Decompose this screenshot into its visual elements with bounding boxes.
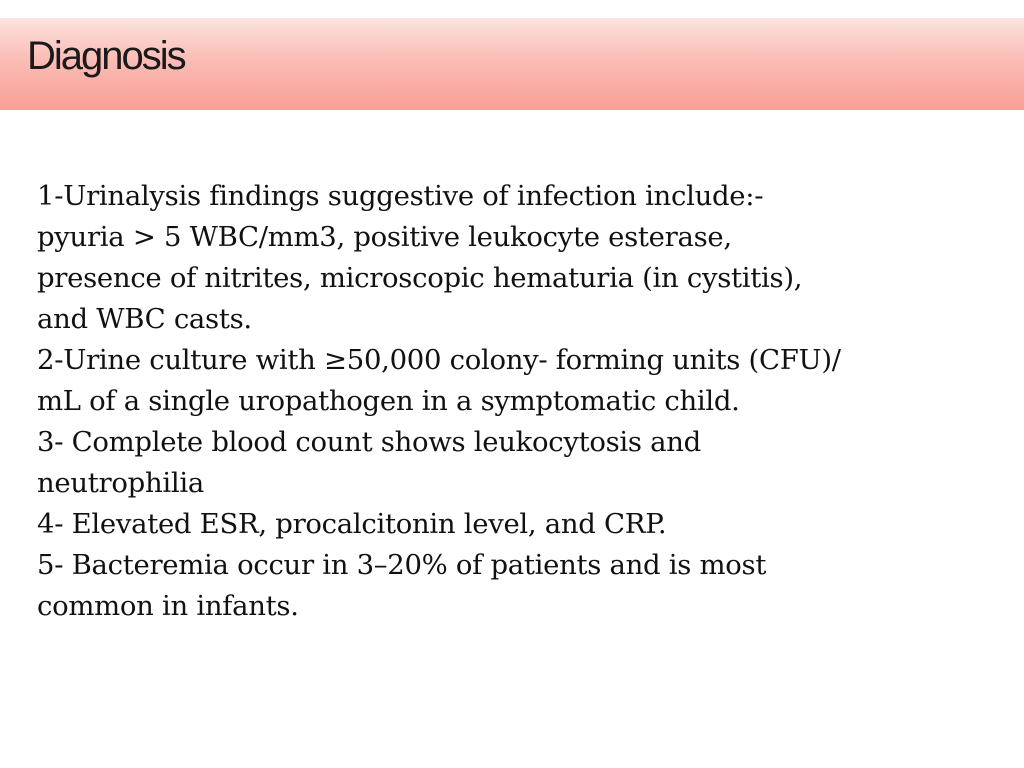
body-line: neutrophilia bbox=[37, 467, 204, 499]
body-line: and WBC casts. bbox=[37, 303, 252, 335]
body-line: 2-Urine culture with ≥50,000 colony- forming units (CFU)/ bbox=[37, 344, 841, 376]
body-line: 3- Complete blood count shows leukocytosis and bbox=[37, 426, 701, 458]
slide-body bbox=[37, 176, 997, 627]
slide-title: Diagnosis bbox=[27, 34, 185, 78]
body-line: pyuria > 5 WBC/mm3, positive leukocyte esterase, bbox=[37, 221, 732, 253]
body-line: 1-Urinalysis findings suggestive of infection include:- bbox=[37, 180, 764, 212]
body-line: presence of nitrites, microscopic hematuria (in cystitis), bbox=[37, 262, 803, 294]
body-line: 5- Bacteremia occur in 3–20% of patients and is most bbox=[37, 549, 767, 581]
body-line: common in infants. bbox=[37, 590, 299, 622]
body-line: mL of a single uropathogen in a symptomatic child. bbox=[37, 385, 740, 417]
body-line: 4- Elevated ESR, procalcitonin level, and CRP. bbox=[37, 508, 667, 540]
